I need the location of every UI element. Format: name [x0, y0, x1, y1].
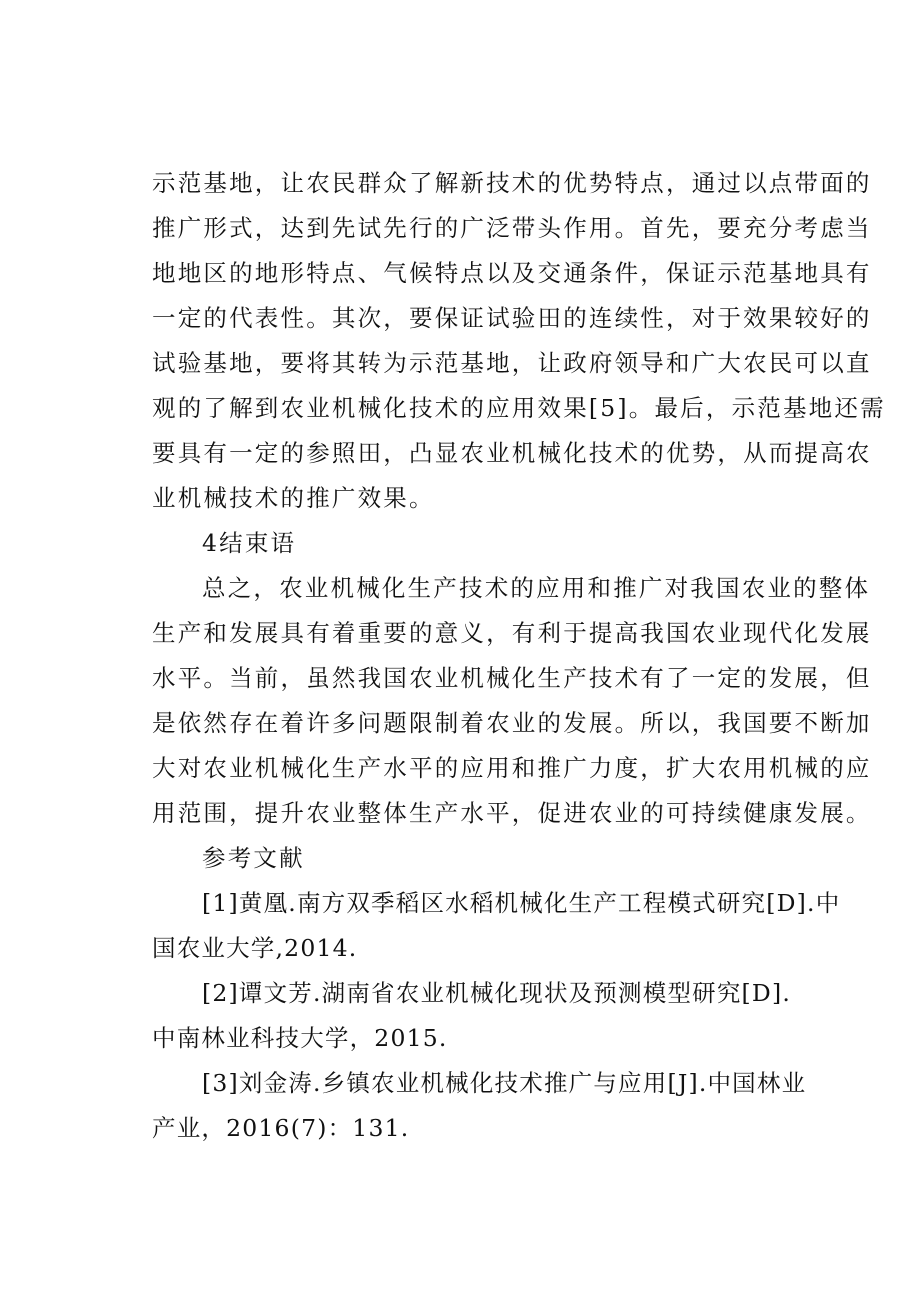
section-heading: 4结束语	[202, 529, 297, 557]
paragraph-line: 示范基地，让农民群众了解新技术的优势特点，通过以点带面的	[152, 169, 872, 197]
reference-item-continuation: 中南林业科技大学，2015.	[152, 1024, 448, 1052]
paragraph-line: 推广形式，达到先试先行的广泛带头作用。首先，要充分考虑当	[152, 214, 872, 242]
references-heading: 参考文献	[202, 844, 305, 872]
paragraph-line: 水平。当前，虽然我国农业机械化生产技术有了一定的发展，但	[152, 664, 872, 692]
reference-item-continuation: 国农业大学,2014.	[152, 934, 358, 962]
paragraph-line: 试验基地，要将其转为示范基地，让政府领导和广大农民可以直	[152, 349, 872, 377]
reference-item: [3]刘金涛.乡镇农业机械化技术推广与应用[J].中国林业	[202, 1069, 807, 1097]
paragraph-line: 地地区的地形特点、气候特点以及交通条件，保证示范基地具有	[152, 259, 872, 287]
paragraph-line: 业机械技术的推广效果。	[152, 484, 435, 512]
paragraph-line: 大对农业机械化生产水平的应用和推广力度，扩大农用机械的应	[152, 754, 872, 782]
paragraph-line: 一定的代表性。其次，要保证试验田的连续性，对于效果较好的	[152, 304, 872, 332]
paragraph-line: 是依然存在着许多问题限制着农业的发展。所以，我国要不断加	[152, 709, 872, 737]
reference-item: [1]黄凰.南方双季稻区水稻机械化生产工程模式研究[D].中	[202, 889, 841, 917]
reference-item-continuation: 产业，2016(7)：131.	[152, 1114, 410, 1142]
paragraph-line: 要具有一定的参照田，凸显农业机械化技术的优势，从而提高农	[152, 439, 872, 467]
paragraph-line: 总之，农业机械化生产技术的应用和推广对我国农业的整体	[202, 574, 871, 602]
paragraph-line: 生产和发展具有着重要的意义，有利于提高我国农业现代化发展	[152, 619, 872, 647]
paragraph-line: 用范围，提升农业整体生产水平，促进农业的可持续健康发展。	[152, 799, 872, 827]
paragraph-line: 观的了解到农业机械化技术的应用效果[5]。最后，示范基地还需	[152, 394, 886, 422]
reference-item: [2]谭文芳.湖南省农业机械化现状及预测模型研究[D].	[202, 979, 792, 1007]
